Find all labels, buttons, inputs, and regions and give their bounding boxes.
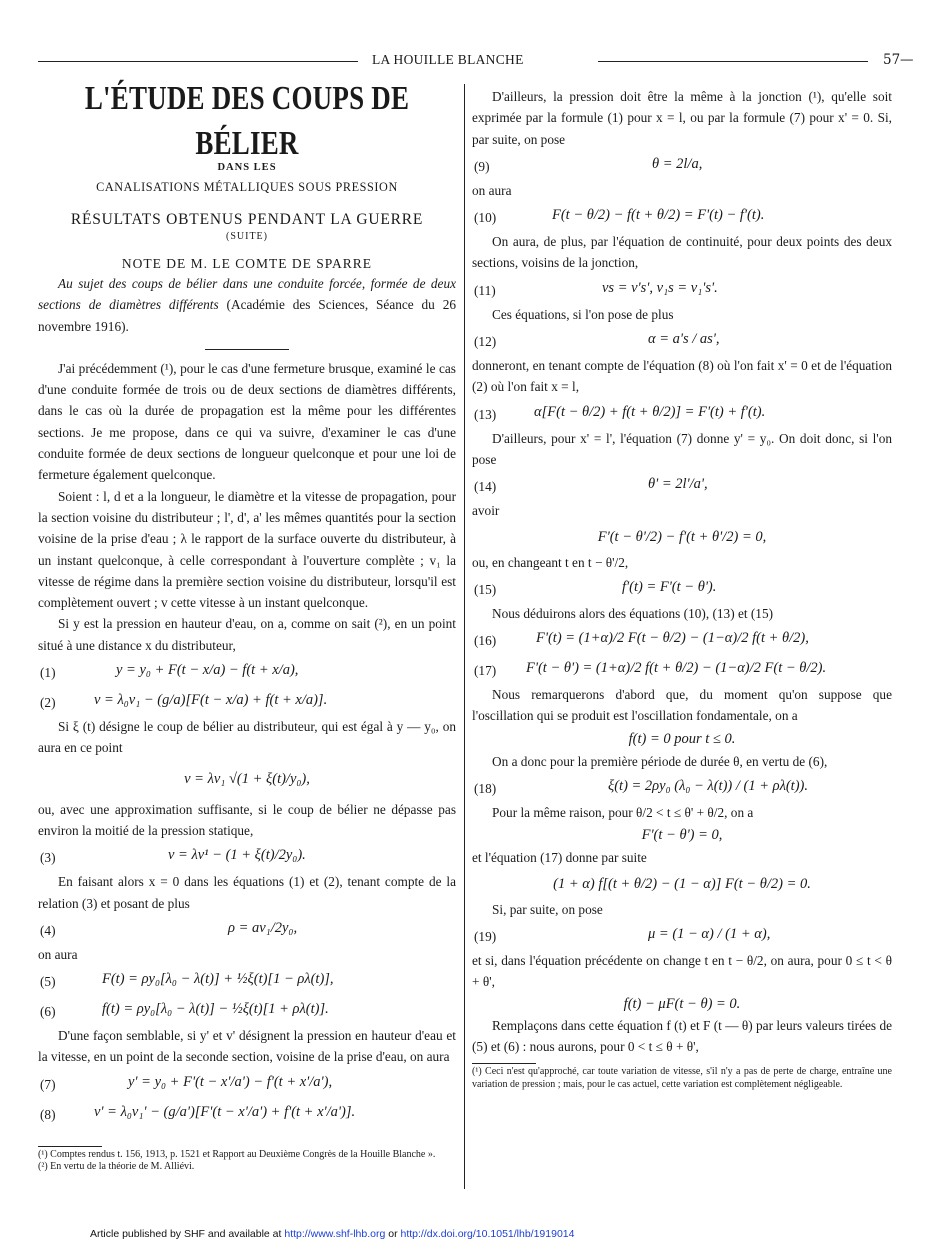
paragraph: Remplaçons dans cette équation f (t) et F (t — θ) par leurs valeurs tirées de (5) et (6) : nous aurons, pour 0 < t ≤ θ + θ', <box>472 1017 892 1054</box>
equation-number: (17) <box>474 663 497 679</box>
equation-unnumbered-e: f(t) − μF(t − θ) = 0. <box>623 995 741 1012</box>
paragraph: Nous déduirons alors des équations (10), (13) et (15) <box>492 605 774 621</box>
equation-number: (10) <box>474 210 497 226</box>
equation-8 <box>38 1098 456 1128</box>
equation-12 <box>472 325 892 355</box>
equation-number: (18) <box>474 781 497 797</box>
equation-14 <box>472 470 892 500</box>
equation-6 <box>38 995 456 1025</box>
equation-7 <box>38 1068 456 1098</box>
intro-italic: Au sujet des coups de bélier dans une conduite forcée, formée de deux sections de diamètres différents <box>38 276 456 313</box>
paragraph: Si y est la pression en hauteur d'eau, on a, comme on sait (²), en un point situé à une distance x du distributeur, <box>38 616 456 653</box>
equation-unnumbered-c: F'(t − θ') = 0, <box>641 827 723 844</box>
equation-number: (14) <box>474 479 497 495</box>
paragraph: Soient : l, d et a la longueur, le diamètre et la vitesse de propagation, pour la section voisine du distributeur ; l', d', a' les mêmes quantités pour la section voisine de la prise d'eau ; λ le rapport de la surface ouverte du distributeur, à un instant quelconque, à celle correspondant à l'ouverture complète ; v₁ la vitesse de régime dans la première section voisine du distributeur, lorsqu'il est complètement ouvert ; v cette vitesse à un instant quelconque. <box>38 488 456 611</box>
paragraph: ou, avec une approximation suffisante, si le coup de bélier ne dépasse pas environ la moitié de la pression statique, <box>38 801 456 838</box>
equation-number: (3) <box>40 850 56 866</box>
equation-number: (2) <box>40 695 56 711</box>
section-suite: (SUITE) <box>226 231 268 242</box>
equation-number: (1) <box>40 665 56 681</box>
equation-body: v = λ₀v₁ − (g/a)[F(t − x/a) + f(t + x/a)]. <box>94 692 328 709</box>
article-title: L'ÉTUDE DES COUPS DE BÉLIER <box>84 78 410 162</box>
equation-18 <box>472 772 892 802</box>
equation-body: α[F(t − θ/2) + f(t + θ/2)] = F'(t) + f'(t). <box>534 403 766 420</box>
equation-15 <box>472 573 892 603</box>
equation-number: (19) <box>474 928 497 944</box>
equation-body: θ' = 2l'/a', <box>648 476 708 493</box>
credit-prefix: Article published by SHF and available at <box>90 1228 285 1240</box>
equation-body: v' = λ₀v₁' − (g/a')[F'(t − x'/a') + f'(t + x'/a')]. <box>94 1103 356 1120</box>
equation-number: (9) <box>474 158 490 174</box>
paragraph: donneront, en tenant compte de l'équation (8) où l'on fait x' = 0 et de l'équation (2) où l'on fait x = l, <box>472 358 892 395</box>
equation-body: f'(t) = F'(t − θ'). <box>622 578 717 595</box>
section-title: RÉSULTATS OBTENUS PENDANT LA GUERRE <box>70 211 424 228</box>
equation-number: (13) <box>474 406 497 422</box>
equation-2 <box>38 686 456 716</box>
equation-11 <box>472 274 892 304</box>
equation-10 <box>472 201 892 231</box>
section-rule <box>205 349 289 350</box>
equation-3 <box>38 841 456 871</box>
footnote-rule <box>38 1146 102 1147</box>
equation-number: (12) <box>474 334 497 350</box>
paragraph: Pour la même raison, pour θ/2 < t ≤ θ' + θ/2, on a <box>492 805 754 821</box>
equation-body: vs = v's', v₁s = v₁'s'. <box>602 279 718 296</box>
paragraph: on aura <box>472 182 512 198</box>
shf-link[interactable]: http://www.shf-lhb.org <box>284 1228 386 1240</box>
left-column <box>38 80 456 1174</box>
equation-body: F'(t) = (1+α)/2 F(t − θ/2) − (1−α)/2 f(t + θ/2), <box>536 630 809 647</box>
equation-body: F(t − θ/2) − f(t + θ/2) = F'(t) − f'(t). <box>552 207 765 224</box>
publication-credit <box>90 1228 574 1240</box>
paragraph: et si, dans l'équation précédente on change t en t − θ/2, on aura, pour 0 ≤ t < θ + θ', <box>472 952 892 990</box>
equation-body: v = λv¹ − (1 + ξ(t)/2y₀). <box>168 847 306 864</box>
paragraph: et l'équation (17) donne par suite <box>472 850 647 866</box>
equation-unnumbered-a: F'(t − θ'/2) − f'(t + θ'/2) = 0, <box>597 528 767 545</box>
paragraph: J'ai précédemment (¹), pour le cas d'une fermeture brusque, examiné le cas d'une conduite formée de trois ou de deux sections de diamètres différents, dans le cas où la durée de propagation est la même pour les différentes sections. Je me propose, dans ce qui va suivre, d'examiner le cas d'une conduite formée de deux sections de longueur quelconque et pour une loi de fermeture également quelconque. <box>38 360 456 483</box>
footnote-1: (¹) Ceci n'est qu'approché, car toute variation de vitesse, s'il n'y a pas de perte de charge, entraîne une variation de pression ; mais, pour le cas actuel, cette variation est complètement négligeable. <box>472 1066 892 1090</box>
equation-body: y = y₀ + F(t − x/a) − f(t + x/a), <box>116 662 299 679</box>
equation-number: (4) <box>40 922 56 938</box>
paragraph: D'ailleurs, pour x' = l', l'équation (7) donne y' = y₀. On doit donc, si l'on pose <box>472 430 892 467</box>
equation-body: θ = 2l/a, <box>652 155 703 172</box>
equation-body: α = a's / as', <box>648 331 720 348</box>
header-dash: — <box>900 52 914 68</box>
intro-paragraph <box>38 273 456 337</box>
note-author: NOTE DE M. LE COMTE DE SPARRE <box>121 256 373 271</box>
footnote-rule <box>472 1063 536 1064</box>
equation-9 <box>472 150 892 180</box>
equation-17 <box>472 654 892 684</box>
paragraph: On aura, de plus, par l'équation de continuité, pour deux points des deux sections, voisins de la jonction, <box>472 234 892 271</box>
footnote-2: (²) En vertu de la théorie de M. Alliévi. <box>38 1161 195 1173</box>
equation-body: ξ(t) = 2ρy₀ (λ₀ − λ(t)) / (1 + ρλ(t)). <box>608 778 808 795</box>
footnote-1: (¹) Comptes rendus t. 156, 1913, p. 1521 et Rapport au Deuxième Congrès de la Houille Blanche ». <box>38 1148 436 1160</box>
article-subtitle-1: DANS LES <box>217 162 277 173</box>
paragraph: Si ξ (t) désigne le coup de bélier au distributeur, qui est égal à y — y₀, on aura en ce point <box>38 719 456 756</box>
equation-1 <box>38 656 456 686</box>
header-rule-left <box>38 61 358 62</box>
column-divider <box>464 84 465 1189</box>
equation-body: f(t) = ρy₀[λ₀ − λ(t)] − ½ξ(t)[1 + ρλ(t)]. <box>102 1001 329 1018</box>
header-rule-right <box>598 61 868 62</box>
paragraph: ou, en changeant t en t − θ'/2, <box>472 554 629 570</box>
journal-name: LA HOUILLE BLANCHE <box>372 52 524 67</box>
paragraph: Nous remarquerons d'abord que, du moment qu'on suppose que l'oscillation qui se produit est l'oscillation fondamentale, on a <box>472 687 892 724</box>
equation-19 <box>472 920 892 950</box>
doi-link[interactable]: http://dx.doi.org/10.1051/lhb/1919014 <box>400 1228 575 1240</box>
running-header <box>38 52 914 72</box>
equation-velocity: v = λv₁ √(1 + ξ(t)/y₀), <box>184 770 310 787</box>
intro-rest: (Académie des Sciences, Séance du 26 novembre 1916). <box>38 297 456 334</box>
equation-number: (8) <box>40 1106 56 1122</box>
paragraph: On a donc pour la première période de durée θ, en vertu de (6), <box>492 753 828 769</box>
paragraph: Si, par suite, on pose <box>492 901 603 917</box>
equation-5 <box>38 965 456 995</box>
article-subtitle-2: CANALISATIONS MÉTALLIQUES SOUS PRESSION <box>96 180 398 194</box>
equation-unnumbered-d: (1 + α) f[(t + θ/2) − (1 − α)] F(t − θ/2) = 0. <box>553 875 811 892</box>
equation-13 <box>472 398 892 428</box>
credit-mid: or <box>385 1228 401 1240</box>
equation-body: ρ = av₁/2y₀, <box>228 919 298 936</box>
equation-4 <box>38 914 456 944</box>
paragraph: En faisant alors x = 0 dans les équations (1) et (2), tenant compte de la relation (3) et posant de plus <box>38 874 456 911</box>
equation-unnumbered-b: f(t) = 0 pour t ≤ 0. <box>628 730 736 747</box>
paragraph: D'ailleurs, la pression doit être la même à la jonction (¹), qu'elle soit exprimée par la formule (1) pour x = l, ou par la formule (7) pour x' = 0. Si, par suite, on pose <box>472 89 892 147</box>
paragraph: on aura <box>38 946 78 962</box>
equation-body: F'(t − θ') = (1+α)/2 f(t + θ/2) − (1−α)/2 F(t − θ/2). <box>526 660 827 677</box>
equation-number: (16) <box>474 633 497 649</box>
equation-number: (6) <box>40 1004 56 1020</box>
equation-number: (15) <box>474 581 497 597</box>
equation-body: F(t) = ρy₀[λ₀ − λ(t)] + ½ξ(t)[1 − ρλ(t)], <box>102 971 334 988</box>
paragraph: Ces équations, si l'on pose de plus <box>492 306 674 322</box>
page-number: 57 <box>883 52 901 68</box>
equation-16 <box>472 624 892 654</box>
paragraph: D'une façon semblable, si y' et v' désignent la pression en hauteur d'eau et la vitesse, en un point de la seconde section, voisine de la prise d'eau, on aura <box>38 1028 456 1065</box>
right-column <box>472 86 892 1091</box>
equation-number: (7) <box>40 1076 56 1092</box>
equation-number: (11) <box>474 282 496 298</box>
equation-body: y' = y₀ + F'(t − x'/a') − f'(t + x'/a'), <box>128 1073 333 1090</box>
equation-body: μ = (1 − α) / (1 + α), <box>648 925 771 942</box>
equation-number: (5) <box>40 974 56 990</box>
paragraph: avoir <box>472 503 500 519</box>
